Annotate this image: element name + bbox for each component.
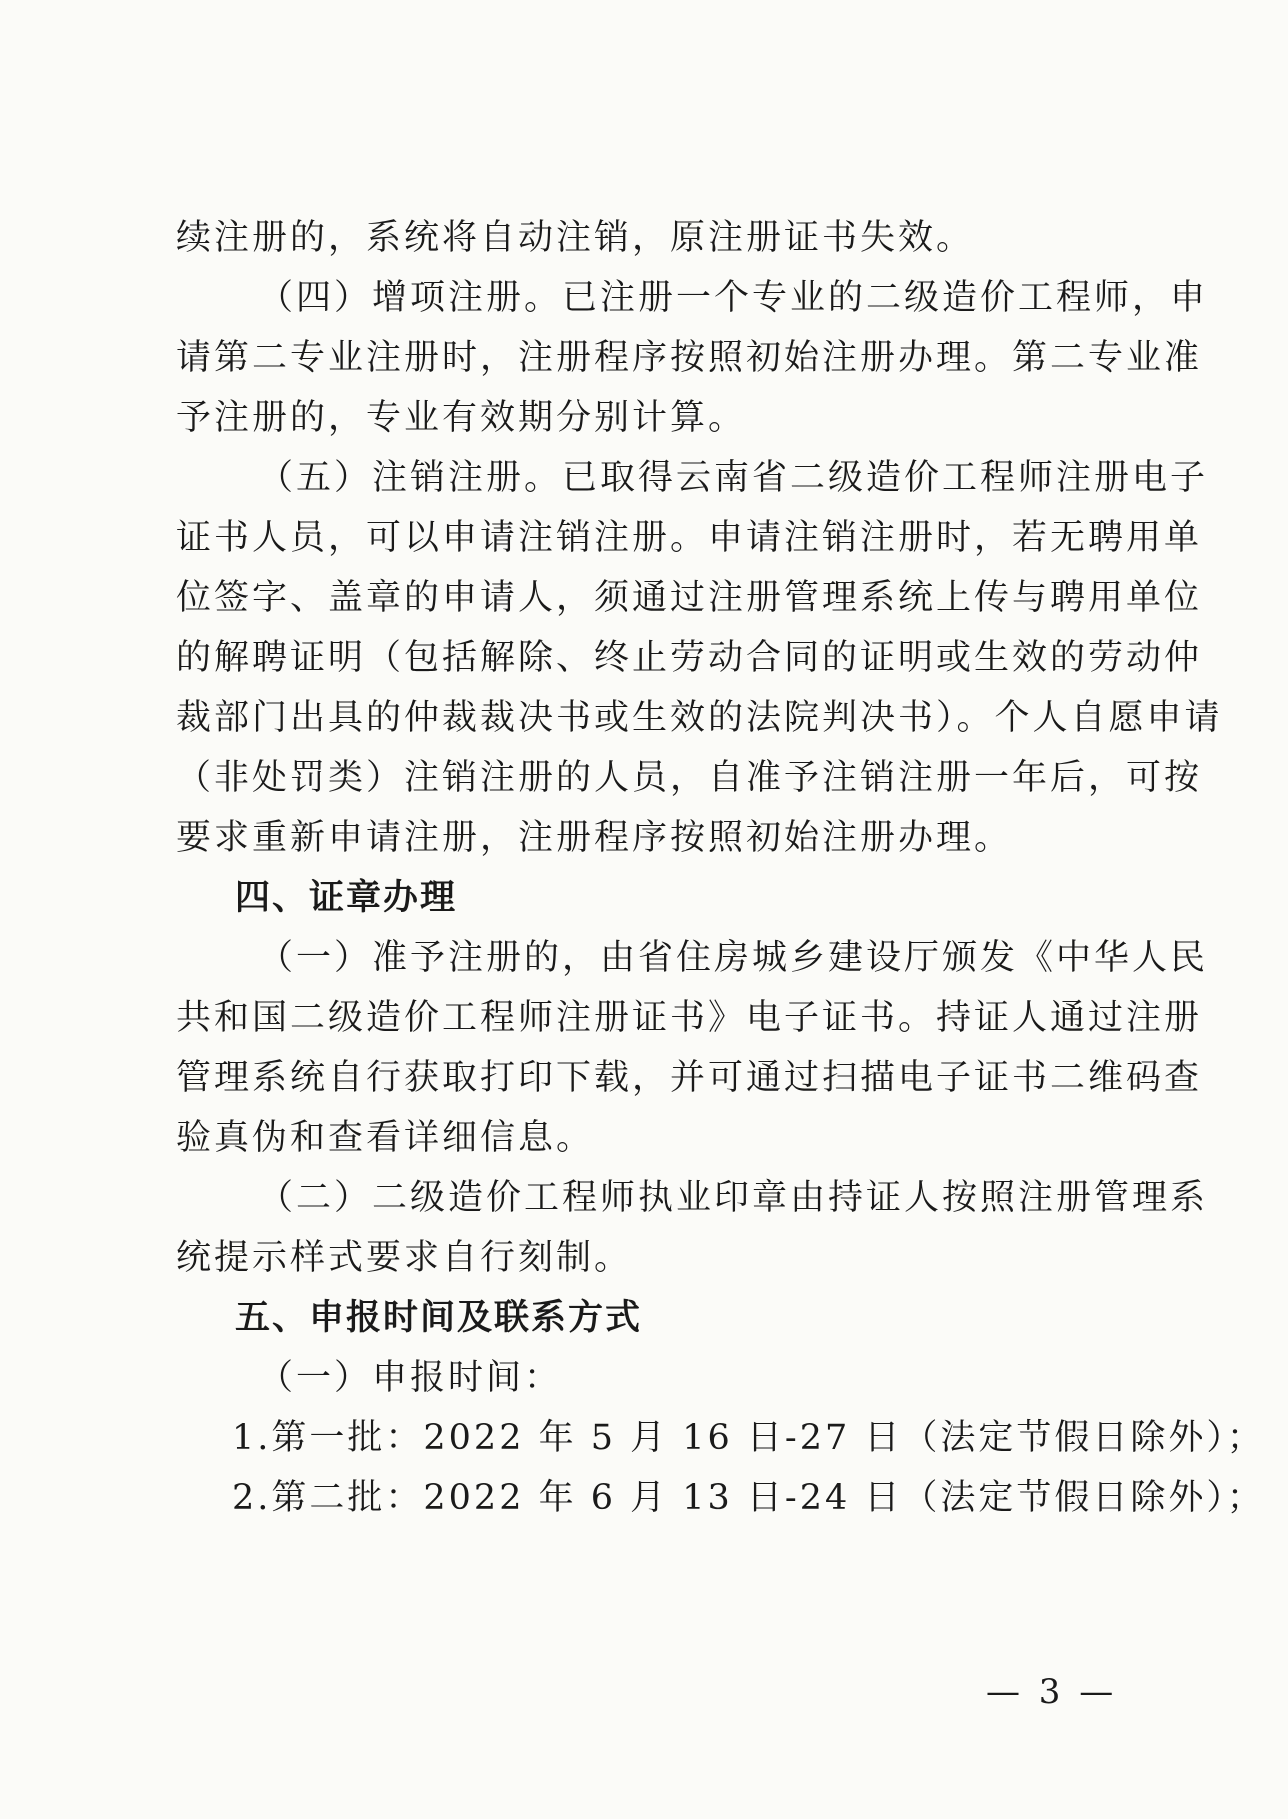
paragraph-line: 共和国二级造价工程师注册证书》电子证书。持证人通过注册 xyxy=(176,998,1203,1038)
paragraph-line: 请第二专业注册时，注册程序按照初始注册办理。第二专业准 xyxy=(176,338,1203,378)
paragraph-line: 裁部门出具的仲裁裁决书或生效的法院判决书）。个人自愿申请 xyxy=(176,698,1223,738)
section-heading: 五、申报时间及联系方式 xyxy=(235,1298,643,1338)
schedule-item: 2.第二批：2022 年 6 月 13 日-24 日（法定节假日除外）； xyxy=(232,1478,1265,1518)
section-heading: 四、证章办理 xyxy=(235,878,458,918)
paragraph-line: 位签字、盖章的申请人，须通过注册管理系统上传与聘用单位 xyxy=(176,578,1203,618)
paragraph-line: （一）申报时间： xyxy=(258,1358,563,1398)
page-number: — 3 — xyxy=(986,1672,1118,1712)
paragraph-line: 证书人员，可以申请注销注册。申请注销注册时，若无聘用单 xyxy=(176,518,1203,558)
paragraph-line: 统提示样式要求自行刻制。 xyxy=(176,1238,633,1278)
schedule-item: 1.第一批：2022 年 5 月 16 日-27 日（法定节假日除外）； xyxy=(232,1418,1265,1458)
paragraph-line: 管理系统自行获取打印下载，并可通过扫描电子证书二维码查 xyxy=(176,1058,1203,1098)
paragraph-line: 续注册的，系统将自动注销，原注册证书失效。 xyxy=(176,218,975,258)
paragraph-line: （五）注销注册。已取得云南省二级造价工程师注册电子 xyxy=(258,458,1209,498)
paragraph-line: 要求重新申请注册，注册程序按照初始注册办理。 xyxy=(176,818,1013,858)
paragraph-line: （非处罚类）注销注册的人员，自准予注销注册一年后，可按 xyxy=(176,758,1203,798)
paragraph-line: 验真伪和查看详细信息。 xyxy=(176,1118,595,1158)
paragraph-line: （一）准予注册的，由省住房城乡建设厅颁发《中华人民 xyxy=(258,938,1209,978)
paragraph-line: （四）增项注册。已注册一个专业的二级造价工程师，申 xyxy=(258,278,1209,318)
paragraph-line: （二）二级造价工程师执业印章由持证人按照注册管理系 xyxy=(258,1178,1209,1218)
paragraph-line: 予注册的，专业有效期分别计算。 xyxy=(176,398,747,438)
paragraph-line: 的解聘证明（包括解除、终止劳动合同的证明或生效的劳动仲 xyxy=(176,638,1203,678)
